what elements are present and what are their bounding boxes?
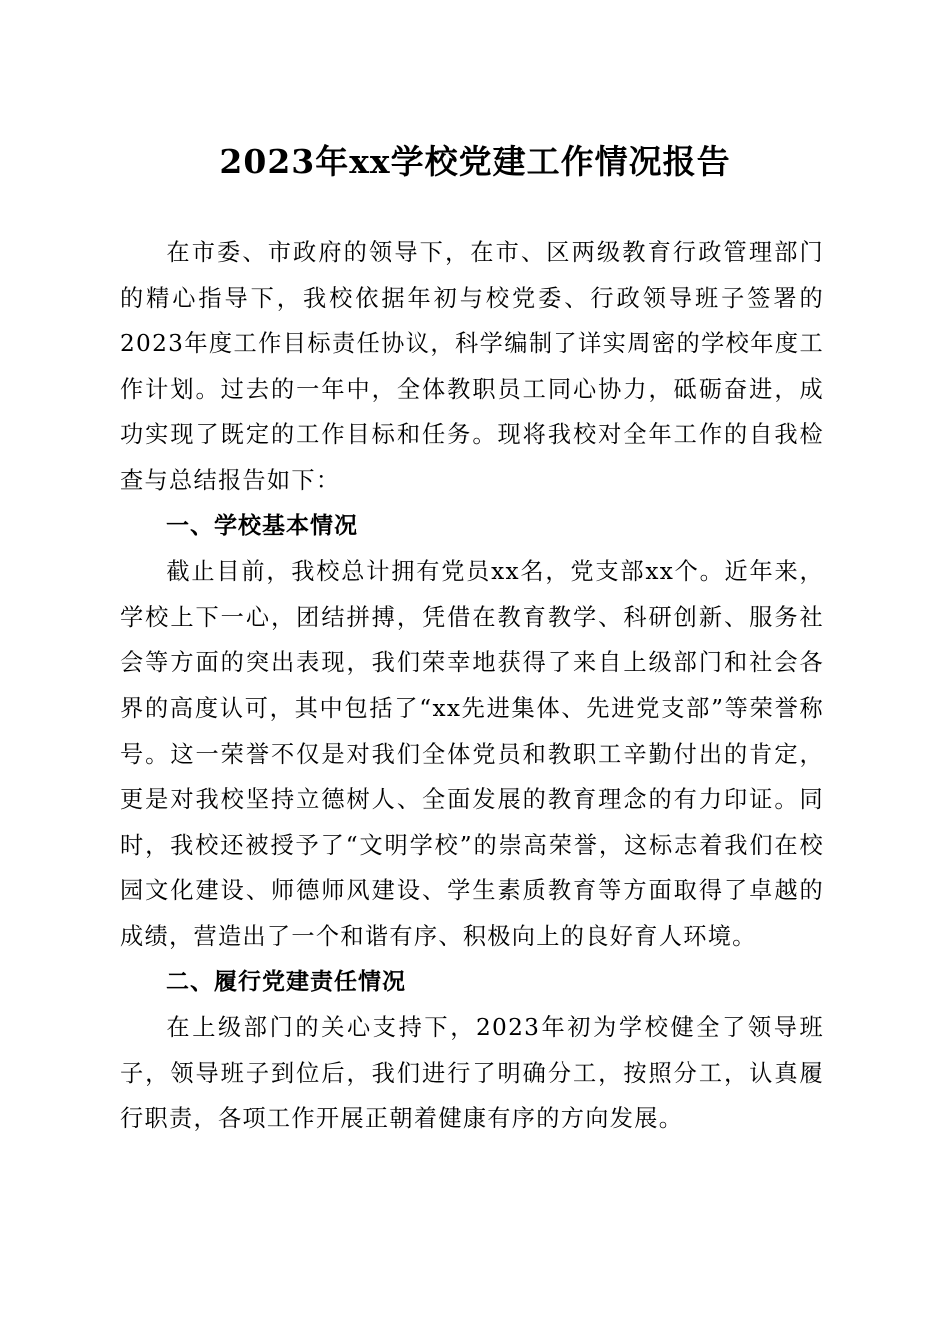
section-heading-party-responsibility: 二、履行党建责任情况 xyxy=(166,968,406,995)
section1-paragraph: 截止目前，我校总计拥有党员xx名，党支部xx个。近年来，学校上下一心，团结拼搏，凭借在教育教学、科研创新、服务社会等方面的突出表现，我们荣幸地获得了来自上级部门和社会各界的高度认可，其中包括了“xx先进集体、先进党支部”等荣誉称号。这一荣誉不仅是对我们全体党员和教职工辛勤付出的肯定，更是对我校坚持立德树人、全面发展的教育理念的有力印证。同时，我校还被授予了“文明学校”的崇高荣誉，这标志着我们在校园文化建设、师德师风建设、学生素质教育等方面取得了卓越的成绩，营造出了一个和谐有序、积极向上的良好育人环境。 xyxy=(120,558,824,950)
document-body xyxy=(120,230,824,1142)
section-heading-basic-info: 一、学校基本情况 xyxy=(166,512,358,539)
intro-paragraph: 在市委、市政府的领导下，在市、区两级教育行政管理部门的精心指导下，我校依据年初与校党委、行政领导班子签署的2023年度工作目标责任协议，科学编制了详实周密的学校年度工作计划。过去的一年中，全体教职员工同心协力，砥砺奋进，成功实现了既定的工作目标和任务。现将我校对全年工作的自我检查与总结报告如下： xyxy=(120,239,824,494)
section2-paragraph: 在上级部门的关心支持下，2023年初为学校健全了领导班子，领导班子到位后，我们进行了明确分工，按照分工，认真履行职责，各项工作开展正朝着健康有序的方向发展。 xyxy=(120,1014,824,1133)
document-title: 2023年xx学校党建工作情况报告 xyxy=(219,142,731,181)
